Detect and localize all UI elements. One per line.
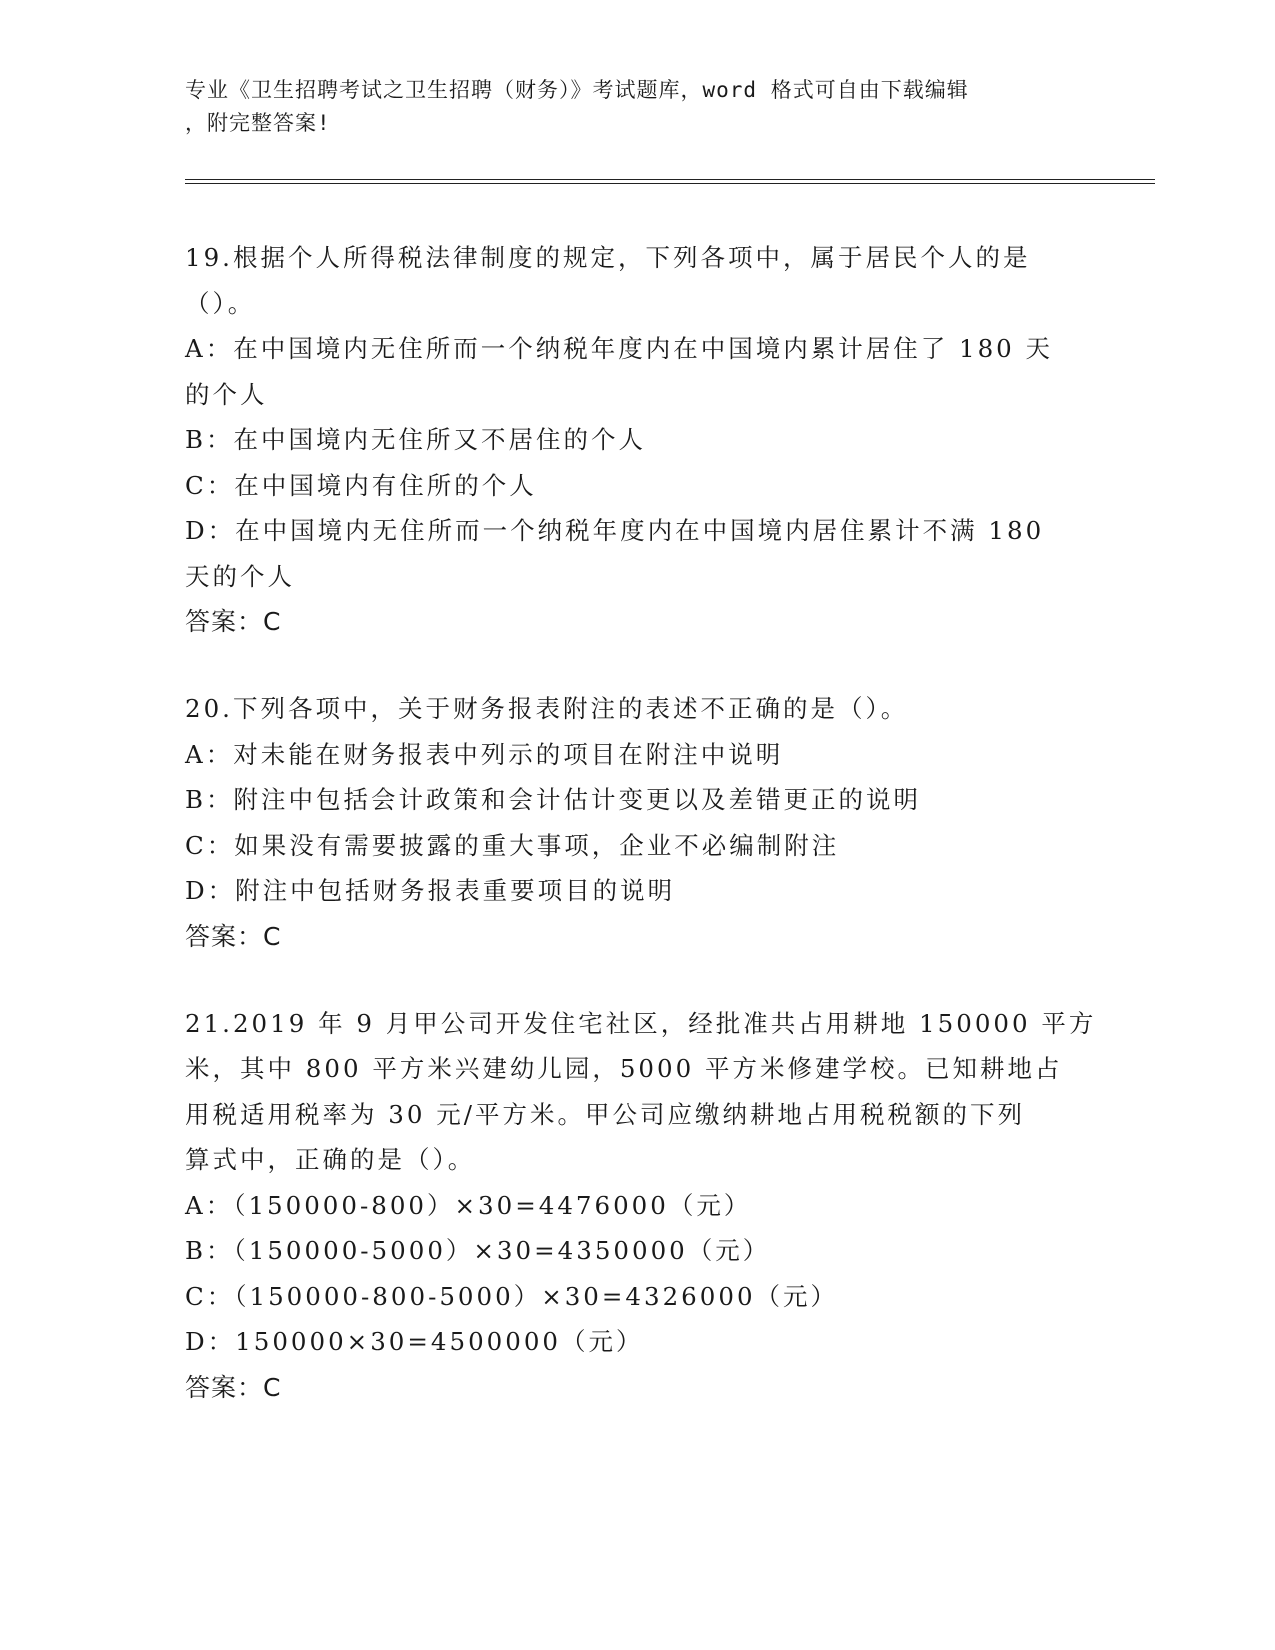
question-20: [185, 686, 1085, 959]
option-a: A：在中国境内无住所而一个纳税年度内在中国境内累计居住了 180 天: [185, 334, 1054, 363]
option-d-continued: 天的个人: [185, 561, 295, 591]
question-stem-line: 米，其中 800 平方米兴建幼儿园，5000 平方米修建学校。已知耕地占: [185, 1054, 1063, 1083]
question-stem-line: （）。: [185, 288, 256, 318]
header-divider: [185, 179, 1155, 180]
option-d: D：150000×30=4500000（元）: [185, 1327, 644, 1356]
question-stem-line: 用税适用税率为 30 元/平方米。甲公司应缴纳耕地占用税税额的下列: [185, 1099, 1026, 1129]
question-21: [185, 1001, 1097, 1410]
option-b: B：附注中包括会计政策和会计估计变更以及差错更正的说明: [185, 785, 922, 814]
option-b: B：（150000-5000）×30=4350000（元）: [185, 1236, 771, 1265]
question-stem-line: 算式中，正确的是（）。: [185, 1145, 476, 1174]
question-list: [185, 235, 1097, 1452]
document-header: [185, 74, 1065, 140]
option-c: C：在中国境内有住所的个人: [185, 470, 537, 500]
question-stem-line: 20.下列各项中，关于财务报表附注的表述不正确的是（）。: [185, 694, 909, 723]
option-d: D：在中国境内无住所而一个纳税年度内在中国境内居住累计不满 180: [185, 516, 1045, 545]
option-a: A：（150000-800）×30=4476000（元）: [185, 1190, 752, 1220]
option-a-continued: 的个人: [185, 379, 268, 409]
option-c: C：如果没有需要披露的重大事项，企业不必编制附注: [185, 830, 840, 860]
answer-label: 答案：C: [185, 921, 282, 951]
answer-label: 答案：C: [185, 1372, 282, 1402]
option-a: A：对未能在财务报表中列示的项目在附注中说明: [185, 739, 784, 769]
answer-label: 答案：C: [185, 607, 282, 636]
header-divider: [185, 183, 1155, 184]
option-d: D：附注中包括财务报表重要项目的说明: [185, 876, 676, 905]
header-line: ，附完整答案!: [185, 111, 331, 135]
question-stem-line: 19.根据个人所得税法律制度的规定，下列各项中，属于居民个人的是: [185, 243, 1031, 272]
header-line: 专业《卫生招聘考试之卫生招聘（财务）》考试题库，word 格式可自由下载编辑: [185, 78, 969, 102]
option-b: B：在中国境内无住所又不居住的个人: [185, 425, 647, 454]
question-19: [185, 235, 1085, 644]
question-stem-line: 21.2019 年 9 月甲公司开发住宅社区，经批准共占用耕地 150000 平方: [185, 1008, 1097, 1038]
option-c: C：（150000-800-5000）×30=4326000（元）: [185, 1281, 839, 1311]
